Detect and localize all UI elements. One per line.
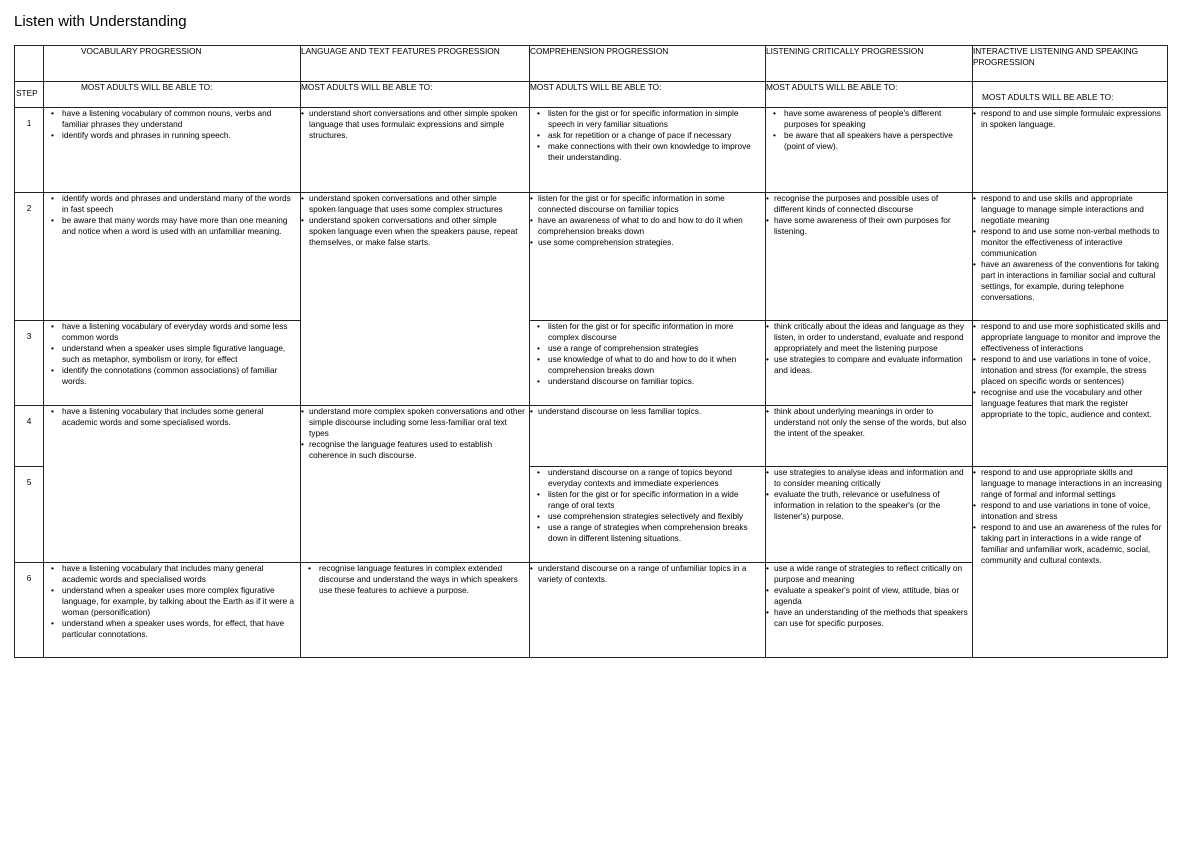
list-item: • have an understanding of the methods that speakers can use for specific purposes. <box>766 607 972 629</box>
list-item: • understand discourse on a range of unfamiliar topics in a variety of contexts. <box>530 563 765 585</box>
list-item: • respond to and use an awareness of the rules for taking part in interactions in a wide range of familiar and unfamiliar work, academic, social, community and cultural contexts. <box>973 522 1167 566</box>
list-item: • think critically about the ideas and language as they listen, in order to understand, evaluate and respond appropriately and meet the listening purpose <box>766 321 972 354</box>
step-number: 6 <box>15 563 44 658</box>
interactive-cell-step2 <box>973 193 1168 321</box>
list-item: • evaluate a speaker's point of view, attitude, bias or agenda <box>766 585 972 607</box>
bullet-list <box>766 406 972 439</box>
comprehension-header <box>530 46 766 82</box>
list-item: • have an awareness of what to do and how to do it when comprehension breaks down <box>530 215 765 237</box>
critical-cell-step6 <box>766 563 973 658</box>
step-row-3 <box>15 321 1168 406</box>
list-item: • have some awareness of their own purposes for listening. <box>766 215 972 237</box>
bullet-list <box>766 193 972 237</box>
list-item: • have an awareness of the conventions for taking part in interactions in familiar social and cultural settings, for example, during telephone conversations. <box>973 259 1167 303</box>
vocab-cell-step2 <box>44 193 301 321</box>
list-item: • respond to and use skills and appropriate language to manage simple interactions and negotiate meaning <box>973 193 1167 226</box>
vocab-header <box>44 46 301 82</box>
critical-header-text: LISTENING CRITICALLY PROGRESSION <box>766 46 924 56</box>
bullet-list <box>44 563 300 640</box>
vocab-cell-step4-5 <box>44 406 301 563</box>
list-item: • understand discourse on familiar topics. <box>530 376 765 387</box>
bullet-list <box>44 193 300 237</box>
bullet-list <box>530 467 765 544</box>
bullet-list <box>530 193 765 248</box>
interactive-cell-step3-4 <box>973 321 1168 467</box>
critical-cell-step3 <box>766 321 973 406</box>
bullet-list <box>766 467 972 522</box>
list-item: • understand discourse on a range of topics beyond everyday contexts and immediate experiences <box>530 467 765 489</box>
vocab-cell-step6 <box>44 563 301 658</box>
list-item: • think about underlying meanings in order to understand not only the sense of the words, but also the intent of the speaker. <box>766 406 972 439</box>
list-item: • listen for the gist or for specific information in some connected discourse on familiar topics <box>530 193 765 215</box>
list-item: • use comprehension strategies selectively and flexibly <box>530 511 765 522</box>
list-item: • have a listening vocabulary of common nouns, verbs and familiar phrases they understand <box>44 108 300 130</box>
bullet-list <box>766 563 972 629</box>
list-item: • listen for the gist or for specific information in more complex discourse <box>530 321 765 343</box>
bullet-list <box>530 321 765 387</box>
list-item: • use a range of strategies when comprehension breaks down in different listening situations. <box>530 522 765 544</box>
list-item: • use some comprehension strategies. <box>530 237 765 248</box>
bullet-list <box>766 108 972 152</box>
language-cell-step6 <box>301 563 530 658</box>
step-number: 3 <box>15 321 44 406</box>
list-item: • listen for the gist or for specific information in simple speech in very familiar situations <box>530 108 765 130</box>
bullet-list <box>973 193 1167 303</box>
critical-cell-step2 <box>766 193 973 321</box>
step-number: 4 <box>15 406 44 467</box>
list-item: • understand spoken conversations and other simple spoken language even when the speakers pause, repeat themselves, or make false starts. <box>301 215 529 248</box>
vocab-most-adults: MOST ADULTS WILL BE ABLE TO: <box>44 82 301 108</box>
list-item: • have a listening vocabulary of everyday words and some less common words <box>44 321 300 343</box>
list-item: • have a listening vocabulary that includes many general academic words and specialised words <box>44 563 300 585</box>
bullet-list <box>973 467 1167 566</box>
bullet-list <box>530 108 765 163</box>
list-item: • understand more complex spoken conversations and other simple discourse including some less-familiar oral text types <box>301 406 529 439</box>
comprehension-cell-step6 <box>530 563 766 658</box>
language-header <box>301 46 530 82</box>
interactive-header-line2: PROGRESSION <box>973 57 1035 67</box>
bullet-list <box>44 321 300 387</box>
list-item: • identify words and phrases in running speech. <box>44 130 300 141</box>
list-item: • use a range of comprehension strategies <box>530 343 765 354</box>
comprehension-cell-step4 <box>530 406 766 467</box>
list-item: • identify words and phrases and understand many of the words in fast speech <box>44 193 300 215</box>
step-number: 5 <box>15 467 44 563</box>
comprehension-cell-step3 <box>530 321 766 406</box>
list-item: • have a listening vocabulary that includes some general academic words and some specialised words. <box>44 406 300 428</box>
comprehension-cell-step5 <box>530 467 766 563</box>
list-item: • respond to and use simple formulaic expressions in spoken language. <box>973 108 1167 130</box>
critical-cell-step5 <box>766 467 973 563</box>
interactive-cell-step5-6 <box>973 467 1168 658</box>
step-header-empty <box>15 46 44 82</box>
list-item: • have some awareness of people's different purposes for speaking <box>766 108 972 130</box>
bullet-list <box>44 406 300 428</box>
bullet-list <box>530 563 765 585</box>
step-row-2 <box>15 193 1168 321</box>
list-item: • respond to and use variations in tone of voice, intonation and stress (for example, the stress placed on specific words or sentences) <box>973 354 1167 387</box>
interactive-header-line1: INTERACTIVE LISTENING AND SPEAKING <box>973 46 1139 56</box>
list-item: • respond to and use variations in tone of voice, intonation and stress <box>973 500 1167 522</box>
vocab-cell-step1 <box>44 108 301 193</box>
bullet-list <box>301 193 529 248</box>
list-item: • use knowledge of what to do and how to do it when comprehension breaks down <box>530 354 765 376</box>
step-row-1 <box>15 108 1168 193</box>
list-item: • recognise the purposes and possible uses of different kinds of connected discourse <box>766 193 972 215</box>
list-item: • recognise and use the vocabulary and other language features that mark the register appropriate to the topic, audience and context. <box>973 387 1167 420</box>
critical-most-adults: MOST ADULTS WILL BE ABLE TO: <box>766 82 973 108</box>
list-item: • understand when a speaker uses simple figurative language, such as metaphor, symbolism or irony, for effect <box>44 343 300 365</box>
critical-cell-step1 <box>766 108 973 193</box>
language-most-adults: MOST ADULTS WILL BE ABLE TO: <box>301 82 530 108</box>
vocab-cell-step3 <box>44 321 301 406</box>
bullet-list <box>301 563 529 596</box>
list-item: • understand when a speaker uses words, for effect, that have particular connotations. <box>44 618 300 640</box>
step-number: 2 <box>15 193 44 321</box>
bullet-list <box>301 108 529 141</box>
header-row <box>15 46 1168 82</box>
list-item: • recognise language features in complex extended discourse and understand the ways in which speakers use these features to achieve a purpose. <box>301 563 529 596</box>
list-item: • understand spoken conversations and other simple spoken language that uses some complex structures <box>301 193 529 215</box>
bullet-list <box>301 406 529 461</box>
list-item: • be aware that many words may have more than one meaning and notice when a word is used with an unfamiliar meaning. <box>44 215 300 237</box>
list-item: • listen for the gist or for specific information in a wide range of oral texts <box>530 489 765 511</box>
list-item: • identify the connotations (common associations) of familiar words. <box>44 365 300 387</box>
bullet-list <box>530 406 765 417</box>
interactive-most-adults: MOST ADULTS WILL BE ABLE TO: <box>973 82 1168 108</box>
list-item: • recognise the language features used to establish coherence in such discourse. <box>301 439 529 461</box>
list-item: • understand when a speaker uses more complex figurative language, for example, by talking about the Earth as if it were a woman (personification) <box>44 585 300 618</box>
bullet-list <box>973 321 1167 420</box>
page-title: Listen with Understanding <box>14 13 187 30</box>
bullet-list <box>973 108 1167 130</box>
comprehension-most-adults: MOST ADULTS WILL BE ABLE TO: <box>530 82 766 108</box>
list-item: • use strategies to compare and evaluate information and ideas. <box>766 354 972 376</box>
comprehension-header-text: COMPREHENSION PROGRESSION <box>530 46 669 56</box>
list-item: • use a wide range of strategies to reflect critically on purpose and meaning <box>766 563 972 585</box>
step-label: STEP <box>15 82 44 108</box>
subheader-row <box>15 82 1168 108</box>
bullet-list <box>44 108 300 141</box>
bullet-list <box>766 321 972 376</box>
list-item: • understand discourse on less familiar topics. <box>530 406 765 417</box>
comprehension-cell-step1 <box>530 108 766 193</box>
list-item: • understand short conversations and other simple spoken language that uses formulaic expressions and simple structures. <box>301 108 529 141</box>
language-cell-step4-5 <box>301 406 530 563</box>
step-number: 1 <box>15 108 44 193</box>
language-cell-step1 <box>301 108 530 193</box>
list-item: • make connections with their own knowledge to improve their understanding. <box>530 141 765 163</box>
list-item: • respond to and use more sophisticated skills and appropriate language to monitor and improve the effectiveness of interactions <box>973 321 1167 354</box>
language-cell-step2-3 <box>301 193 530 406</box>
critical-cell-step4 <box>766 406 973 467</box>
language-header-text: LANGUAGE AND TEXT FEATURES PROGRESSION <box>301 46 500 56</box>
list-item: • be aware that all speakers have a perspective (point of view). <box>766 130 972 152</box>
list-item: • ask for repetition or a change of pace if necessary <box>530 130 765 141</box>
list-item: • respond to and use appropriate skills and language to manage interactions in an increasing range of formal and informal settings <box>973 467 1167 500</box>
comprehension-cell-step2 <box>530 193 766 321</box>
list-item: • evaluate the truth, relevance or usefulness of information in relation to the speaker's (or the listener's) purpose. <box>766 489 972 522</box>
list-item: • respond to and use some non-verbal methods to monitor the effectiveness of interactive communication <box>973 226 1167 259</box>
interactive-cell-step1 <box>973 108 1168 193</box>
vocab-header-text: VOCABULARY PROGRESSION <box>81 46 202 56</box>
critical-header <box>766 46 973 82</box>
list-item: • use strategies to analyse ideas and information and to consider meaning critically <box>766 467 972 489</box>
progression-table <box>14 45 1168 658</box>
interactive-header <box>973 46 1168 82</box>
